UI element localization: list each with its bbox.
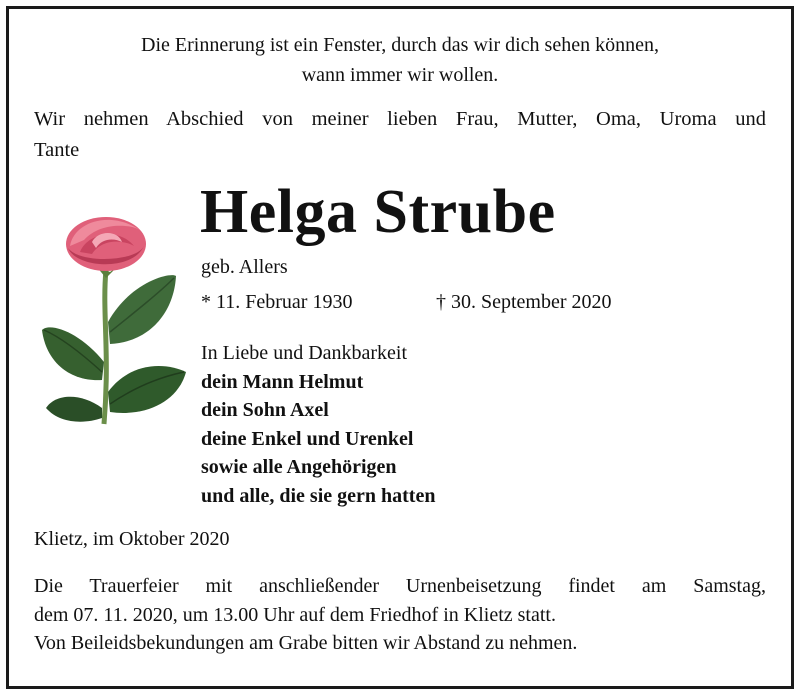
quote-line-1: Die Erinnerung ist ein Fenster, durch das wir dich sehen können, <box>141 34 659 56</box>
mourner-line: dein Mann Helmut <box>201 370 364 393</box>
rose-icon <box>40 212 188 426</box>
memorial-quote <box>40 30 760 90</box>
death-date: † 30. September 2020 <box>436 291 612 313</box>
intro-line-1: Wir nehmen Abschied von meiner lieben Frau, Mutter, Oma, Uroma und <box>34 108 766 130</box>
maiden-name: geb. Allers <box>201 256 288 278</box>
funeral-service-notice <box>34 572 766 658</box>
place-and-date: Klietz, im Oktober 2020 <box>34 528 230 550</box>
mourners-list <box>201 339 435 510</box>
intro-line-2: Tante <box>34 139 80 161</box>
deceased-name: Helga Strube <box>200 178 556 246</box>
mourner-line: und alle, die sie gern hatten <box>201 484 436 507</box>
birth-date: * 11. Februar 1930 <box>201 291 353 313</box>
mourner-line: sowie alle Angehörigen <box>201 456 397 478</box>
mourners-intro: In Liebe und Dankbarkeit <box>201 342 408 364</box>
service-line-3: Von Beileidsbekundungen am Grabe bitten wir Abstand zu nehmen. <box>34 632 578 654</box>
farewell-intro <box>34 104 766 166</box>
mourner-line: dein Sohn Axel <box>201 399 329 421</box>
mourner-line: deine Enkel und Urenkel <box>201 427 414 450</box>
quote-line-2: wann immer wir wollen. <box>301 64 499 86</box>
service-line-2: dem 07. 11. 2020, um 13.00 Uhr auf dem Friedhof in Klietz statt. <box>34 603 556 626</box>
service-line-1: Die Trauerfeier mit anschließender Urnenbeisetzung findet am Samstag, <box>34 575 766 597</box>
